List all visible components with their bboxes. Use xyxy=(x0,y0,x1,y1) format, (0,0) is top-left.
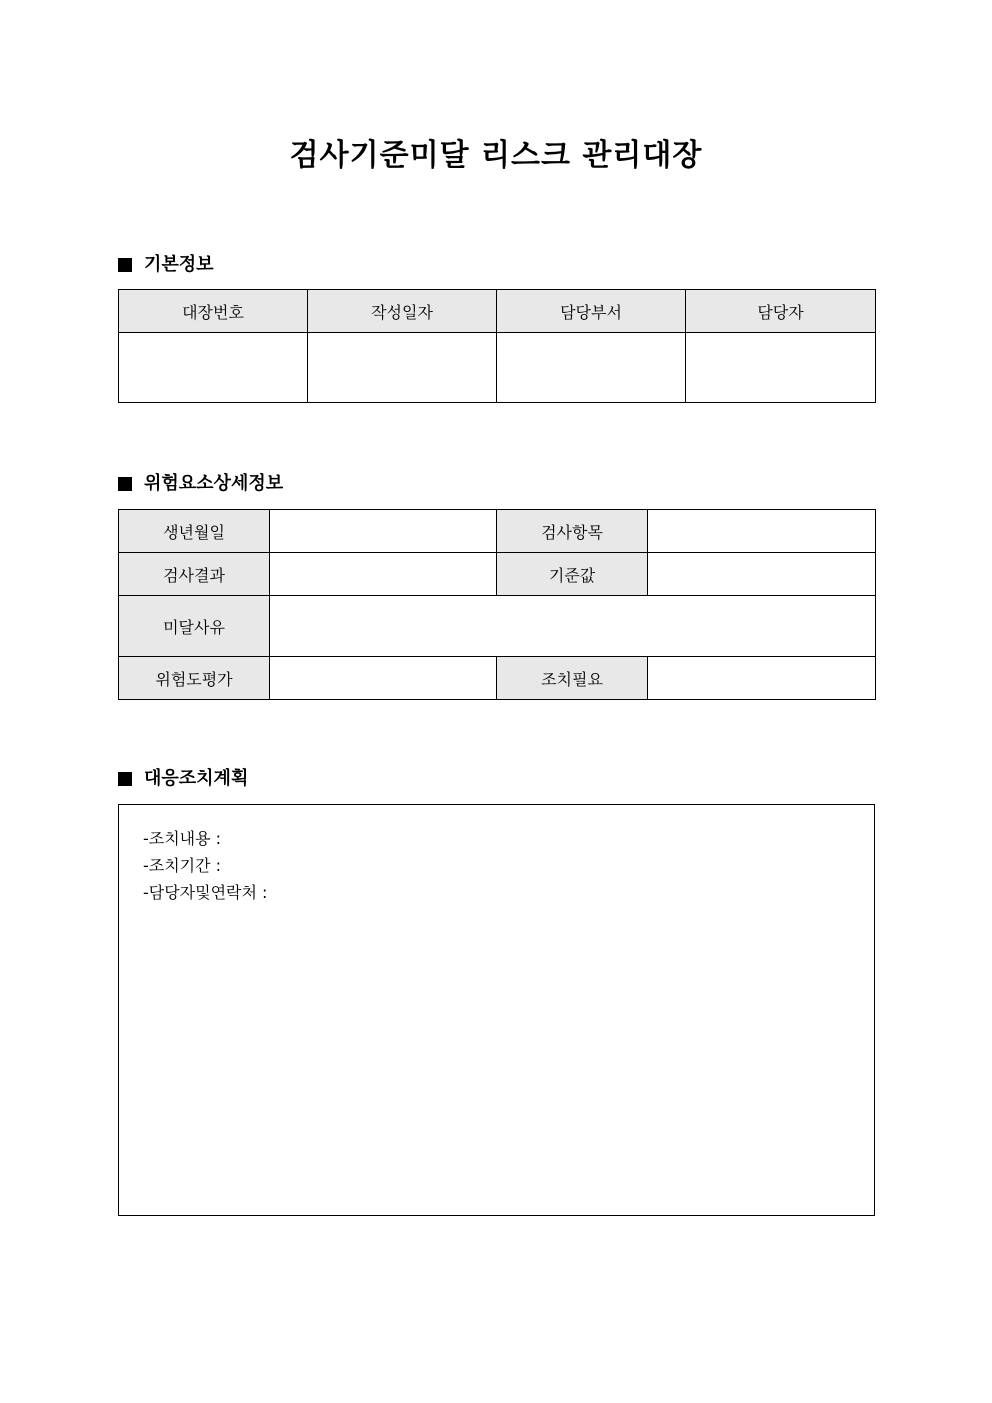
inspection-item-cell[interactable] xyxy=(648,510,876,553)
table-header-row xyxy=(119,290,876,333)
square-bullet-icon xyxy=(118,477,132,491)
section-heading-label: 대응조치계획 xyxy=(144,768,249,789)
label-birth-date: 생년월일 xyxy=(119,510,270,553)
plan-line-contact: -담당자및연락처 : xyxy=(143,883,268,902)
label-failure-reason: 미달사유 xyxy=(119,596,270,657)
label-inspection-result: 검사결과 xyxy=(119,553,270,596)
risk-details-table xyxy=(118,509,876,700)
header-department: 담당부서 xyxy=(497,290,686,333)
birth-date-cell[interactable] xyxy=(270,510,497,553)
square-bullet-icon xyxy=(118,772,132,786)
department-cell[interactable] xyxy=(497,333,686,403)
header-register-number: 대장번호 xyxy=(119,290,308,333)
failure-reason-cell[interactable] xyxy=(270,596,876,657)
table-row xyxy=(119,333,876,403)
header-person-in-charge: 담당자 xyxy=(686,290,876,333)
plan-line-action-content: -조치내용 : xyxy=(143,829,222,848)
response-plan-box[interactable] xyxy=(118,804,875,1216)
label-risk-assessment: 위험도평가 xyxy=(119,657,270,700)
section-heading-response-plan xyxy=(118,767,248,791)
standard-value-cell[interactable] xyxy=(648,553,876,596)
document-title: 검사기준미달 리스크 관리대장 xyxy=(289,138,703,173)
table-row xyxy=(119,657,876,700)
section-heading-basic-info xyxy=(118,253,214,277)
section-heading-risk-details xyxy=(118,472,283,496)
basic-info-table xyxy=(118,289,876,403)
header-date-written: 작성일자 xyxy=(308,290,497,333)
inspection-result-cell[interactable] xyxy=(270,553,497,596)
label-standard-value: 기준값 xyxy=(497,553,648,596)
section-heading-label: 위험요소상세정보 xyxy=(144,473,284,494)
table-row xyxy=(119,553,876,596)
label-inspection-item: 검사항목 xyxy=(497,510,648,553)
table-row xyxy=(119,596,876,657)
response-plan-lines xyxy=(143,825,267,906)
label-action-required: 조치필요 xyxy=(497,657,648,700)
date-written-cell[interactable] xyxy=(308,333,497,403)
risk-assessment-cell[interactable] xyxy=(270,657,497,700)
person-in-charge-cell[interactable] xyxy=(686,333,876,403)
action-required-cell[interactable] xyxy=(648,657,876,700)
table-row xyxy=(119,510,876,553)
section-heading-label: 기본정보 xyxy=(144,254,214,275)
plan-line-action-period: -조치기간 : xyxy=(143,856,222,875)
square-bullet-icon xyxy=(118,258,132,272)
register-number-cell[interactable] xyxy=(119,333,308,403)
